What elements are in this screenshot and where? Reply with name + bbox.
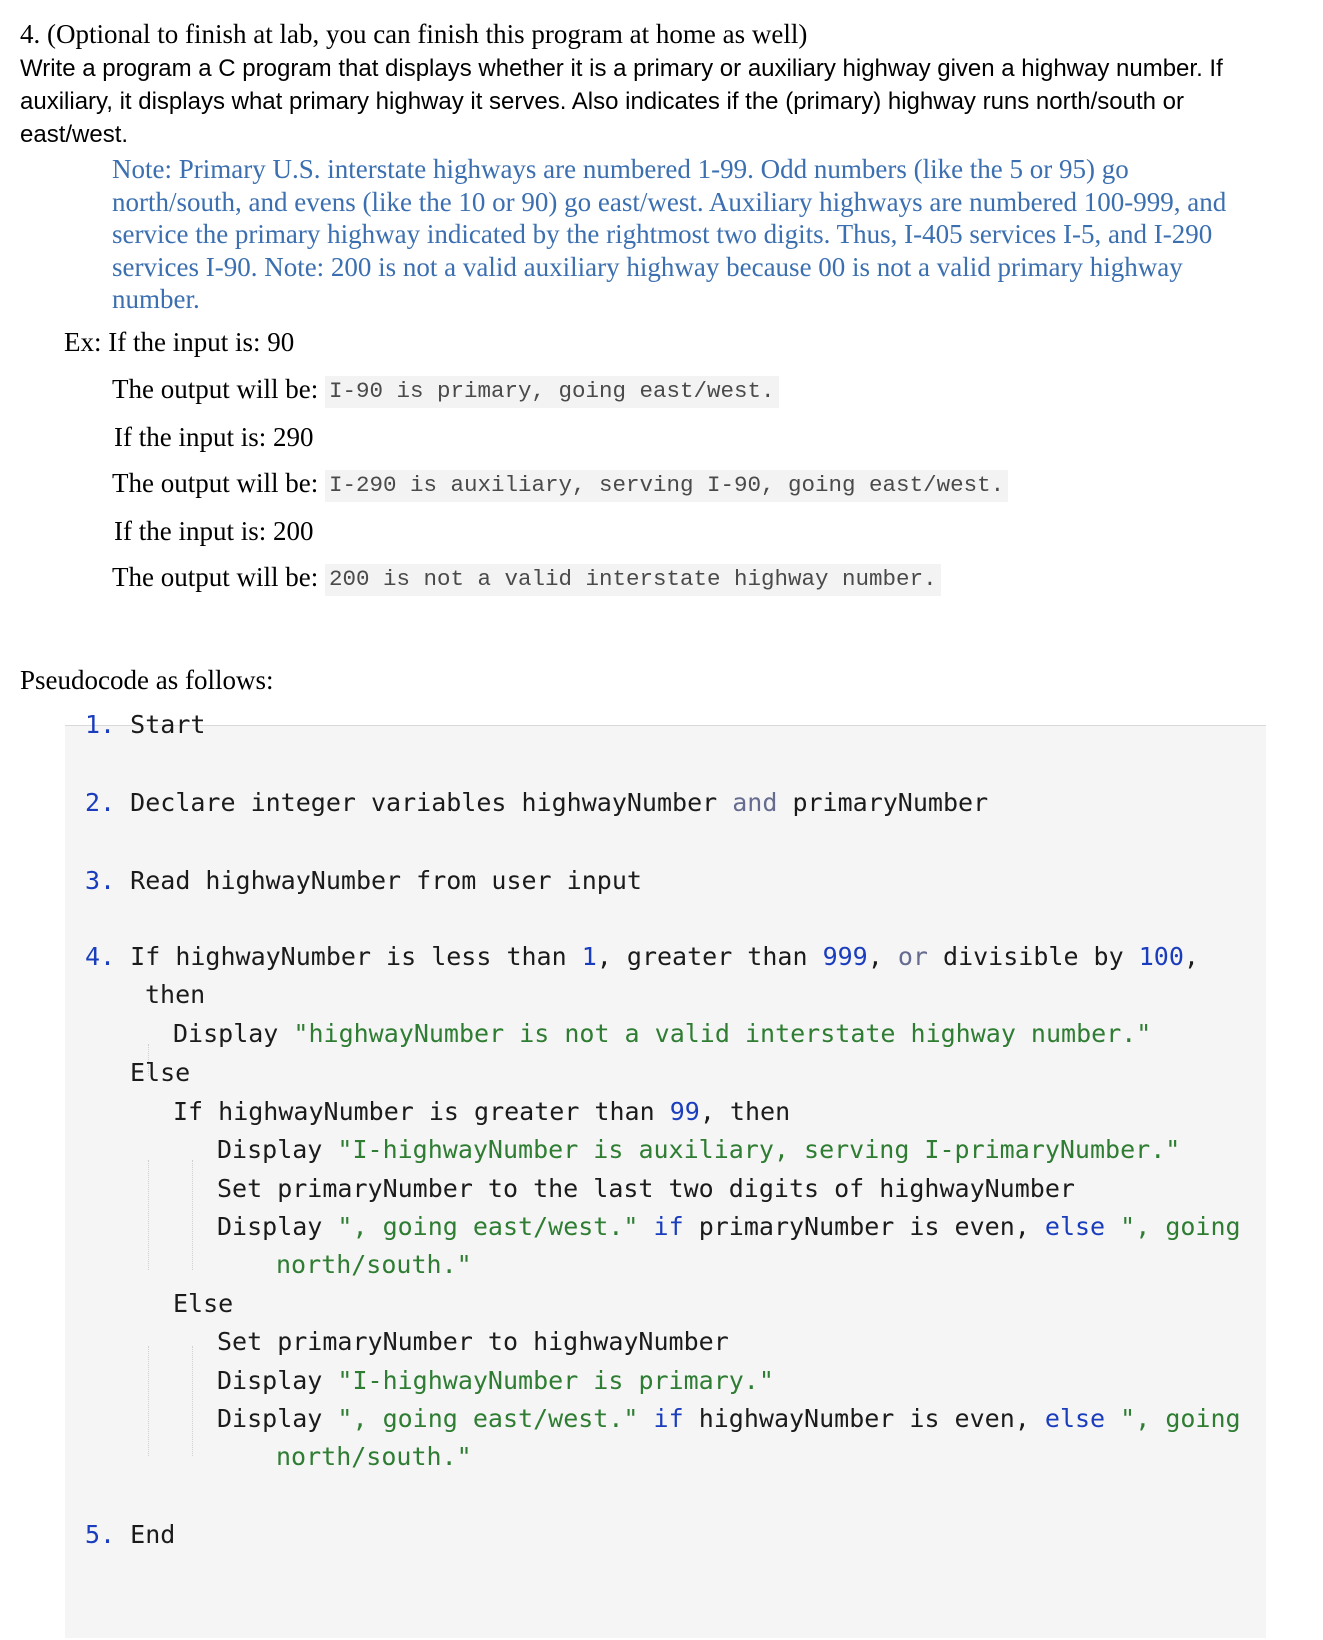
code-line-display-invalid	[173, 1018, 1151, 1050]
code-line-read	[85, 865, 642, 897]
example-2-output-label: The output will be:	[112, 468, 319, 498]
code-line-if-auxiliary	[173, 1096, 790, 1128]
step-number: 2.	[85, 788, 116, 817]
indent-guide	[192, 1160, 193, 1270]
code-line-display-auxiliary	[217, 1134, 1180, 1166]
code-line-display-primary	[217, 1365, 774, 1397]
indent-guide	[148, 1160, 149, 1270]
example-1-output: I-90 is primary, going east/west.	[325, 376, 779, 408]
task-description: Write a program a C program that displays whether it is a primary or auxiliary highway given a highway number. If auxiliary, it displays what primary highway it serves. Also indicates if the (primary) highway runs north/south or east/west.	[20, 55, 1223, 148]
code-line-end	[85, 1519, 175, 1551]
code-line-set-last-two: Set primaryNumber to the last two digits of highwayNumber	[217, 1174, 1075, 1203]
keyword-if: if	[653, 1212, 684, 1241]
code-text: primaryNumber is even,	[698, 1212, 1030, 1241]
indent-guide	[192, 1346, 193, 1456]
string-literal: "I-highwayNumber is auxiliary, serving I-primaryNumber."	[337, 1135, 1181, 1164]
code-line-inner-else: Else	[173, 1289, 234, 1318]
number-literal: 100	[1138, 942, 1184, 971]
code-text: highwayNumber is even,	[698, 1404, 1030, 1433]
step-number: 1.	[85, 710, 116, 739]
pseudocode-title: Pseudocode as follows:	[20, 665, 274, 695]
number-literal: 99	[669, 1097, 700, 1126]
code-line-direction-aux-cont: north/south."	[276, 1250, 472, 1279]
code-text: Display	[173, 1019, 279, 1048]
code-line-set-primary: Set primaryNumber to highwayNumber	[217, 1327, 729, 1356]
example-2-output: I-290 is auxiliary, serving I-90, going east/west.	[325, 470, 1008, 502]
code-text: divisible by	[943, 942, 1124, 971]
code-text: Display	[217, 1212, 323, 1241]
code-line-declare	[85, 787, 988, 819]
example-2-input: If the input is: 290	[114, 422, 314, 452]
code-text: primaryNumber	[792, 788, 989, 817]
keyword-if: if	[653, 1404, 684, 1433]
example-1-input: Ex: If the input is: 90	[64, 327, 295, 357]
code-text: If highwayNumber is greater than	[173, 1097, 655, 1126]
question-heading: 4. (Optional to finish at lab, you can finish this program at home as well)	[20, 19, 808, 49]
code-text: Display	[217, 1135, 323, 1164]
pseudocode-block	[65, 710, 1266, 1638]
example-3-output-line	[112, 561, 941, 595]
code-text: If highwayNumber is less than	[130, 942, 567, 971]
keyword-else: else	[1044, 1404, 1106, 1433]
code-text: Declare integer variables highwayNumber	[130, 788, 718, 817]
code-line-direction-primary-cont: north/south."	[276, 1442, 472, 1471]
note-paragraph: Note: Primary U.S. interstate highways are numbered 1-99. Odd numbers (like the 5 or 95) go north/south, and evens (like the 10 or 90) go east/west. Auxiliary highways are numbered 100-999, and service the primary highway indicated by the rightmost two digits. Thus, I-405 services I-5, and I-290 services I-90. Note: 200 is not a valid auxiliary highway because 00 is not a valid primary highway number.	[112, 154, 1227, 314]
code-line-start	[85, 709, 205, 741]
code-text: Read highwayNumber from user input	[130, 866, 642, 895]
code-line-then: then	[145, 980, 206, 1009]
string-literal: "highwayNumber is not a valid interstate highway number."	[293, 1019, 1152, 1048]
code-text: , greater than	[596, 942, 808, 971]
example-2-output-line	[112, 467, 1008, 501]
keyword-or: or	[897, 942, 928, 971]
code-text: Start	[130, 710, 206, 739]
example-3-output-label: The output will be:	[112, 562, 319, 592]
keyword-and: and	[732, 788, 778, 817]
code-text: ,	[1183, 942, 1199, 971]
string-literal: ", going east/west."	[337, 1212, 639, 1241]
string-literal: ", going	[1120, 1404, 1241, 1433]
keyword-else: else	[1044, 1212, 1106, 1241]
code-text: ,	[867, 942, 883, 971]
string-literal: "I-highwayNumber is primary."	[337, 1366, 774, 1395]
number-literal: 999	[822, 942, 868, 971]
step-number: 5.	[85, 1520, 116, 1549]
code-text: End	[130, 1520, 176, 1549]
string-literal: ", going	[1120, 1212, 1241, 1241]
code-text: Display	[217, 1404, 323, 1433]
number-literal: 1	[581, 942, 597, 971]
code-line-else: Else	[130, 1058, 191, 1087]
step-number: 3.	[85, 866, 116, 895]
indent-guide	[148, 1346, 149, 1456]
step-number: 4.	[85, 942, 116, 971]
code-text: Display	[217, 1366, 323, 1395]
example-1-output-label: The output will be:	[112, 374, 319, 404]
code-line-display-direction-aux	[217, 1211, 1241, 1243]
example-1-output-line	[112, 373, 779, 407]
code-line-if-invalid	[85, 941, 1199, 973]
example-3-input: If the input is: 200	[114, 516, 314, 546]
code-text: , then	[699, 1097, 791, 1126]
string-literal: ", going east/west."	[337, 1404, 639, 1433]
example-3-output: 200 is not a valid interstate highway number.	[325, 564, 941, 596]
code-line-display-direction-primary	[217, 1403, 1241, 1435]
